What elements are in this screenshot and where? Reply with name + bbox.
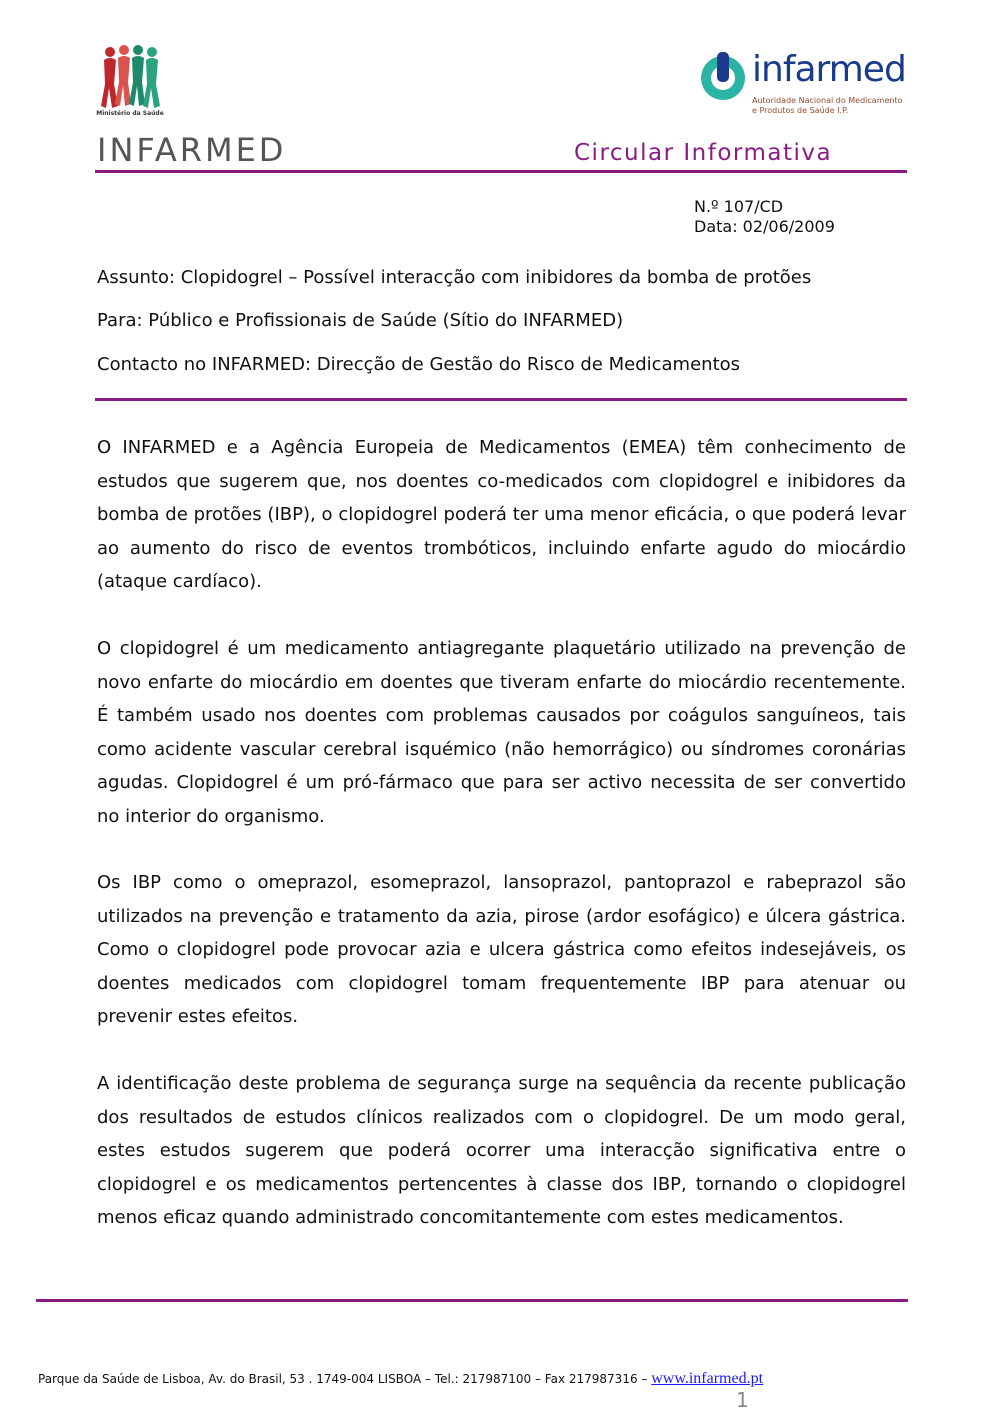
page-title-infarmed: INFARMED bbox=[97, 131, 287, 169]
document-type-title: Circular Informativa bbox=[574, 140, 833, 166]
ministerio-saude-logo-icon bbox=[98, 44, 164, 120]
footer-address bbox=[38, 1370, 763, 1388]
figure-green-mid bbox=[129, 45, 145, 106]
figure-red-left bbox=[101, 47, 118, 108]
page-number: 1 bbox=[736, 1388, 749, 1412]
contact-line: Contacto no INFARMED: Direcção de Gestão do Risco de Medicamentos bbox=[97, 354, 741, 375]
subject-line: Assunto: Clopidogrel – Possível interacção com inibidores da bomba de protões bbox=[97, 267, 812, 288]
body-paragraph-2: O clopidogrel é um medicamento antiagregante plaquetário utilizado na prevenção de novo enfarte do miocárdio em doentes que tiveram enfarte do miocárdio recentemente. É também usado nos doentes com problemas causados por coágulos sanguíneos, tais como acidente vascular cerebral isquémico (não hemorrágico) ou síndromes coronárias agudas. Clopidogrel é um pró-fármaco que para ser activo necessita de ser convertido no interior do organismo. bbox=[97, 638, 906, 827]
header-divider bbox=[95, 170, 907, 173]
circular-date: Data: 02/06/2009 bbox=[694, 217, 835, 236]
infarmed-wordmark: infarmed bbox=[752, 49, 906, 90]
infarmed-tagline-2: e Produtos de Saúde I.P. bbox=[752, 106, 849, 115]
fields-divider bbox=[95, 398, 907, 401]
infarmed-logo-icon bbox=[697, 50, 749, 102]
audience-line: Para: Público e Profissionais de Saúde (Sítio do INFARMED) bbox=[97, 310, 624, 331]
footer-divider bbox=[36, 1299, 908, 1302]
body-paragraph-4: A identificação deste problema de segurança surge na sequência da recente publicação dos resultados de estudos clínicos realizados com o clopidogrel. De um modo geral, estes estudos sugerem que poderá ocorrer uma interacção significativa entre o clopidogrel e os medicamentos pertencentes à classe dos IBP, tornando o clopidogrel menos eficaz quando administrado concomitantemente com estes medicamentos. bbox=[97, 1073, 906, 1228]
figure-green-right bbox=[143, 47, 160, 108]
footer-address-text: Parque da Saúde de Lisboa, Av. do Brasil, 53 . 1749-004 LISBOA – Tel.: 217987100 – Fax 217987316 – bbox=[38, 1372, 652, 1386]
figure-red-mid bbox=[115, 45, 131, 106]
circular-number: N.º 107/CD bbox=[694, 197, 784, 216]
footer-website-link[interactable]: www.infarmed.pt bbox=[651, 1370, 764, 1387]
ministerio-caption: Ministério da Saúde bbox=[96, 110, 164, 117]
body-paragraph-3: Os IBP como o omeprazol, esomeprazol, lansoprazol, pantoprazol e rabeprazol são utilizados na prevenção e tratamento da azia, pirose (ardor esofágico) e úlcera gástrica. Como o clopidogrel pode provocar azia e ulcera gástrica como efeitos indesejáveis, os doentes medicados com clopidogrel tomam frequentemente IBP para atenuar ou prevenir estes efeitos. bbox=[97, 872, 906, 1027]
infarmed-tagline-1: Autoridade Nacional do Medicamento bbox=[752, 96, 903, 105]
body-paragraph-1: O INFARMED e a Agência Europeia de Medicamentos (EMEA) têm conhecimento de estudos que sugerem que, nos doentes co-medicados com clopidogrel e inibidores da bomba de protões (IBP), o clopidogrel poderá ter uma menor eficácia, o que poderá levar ao aumento do risco de eventos trombóticos, incluindo enfarte agudo do miocárdio (ataque cardíaco). bbox=[97, 437, 906, 592]
